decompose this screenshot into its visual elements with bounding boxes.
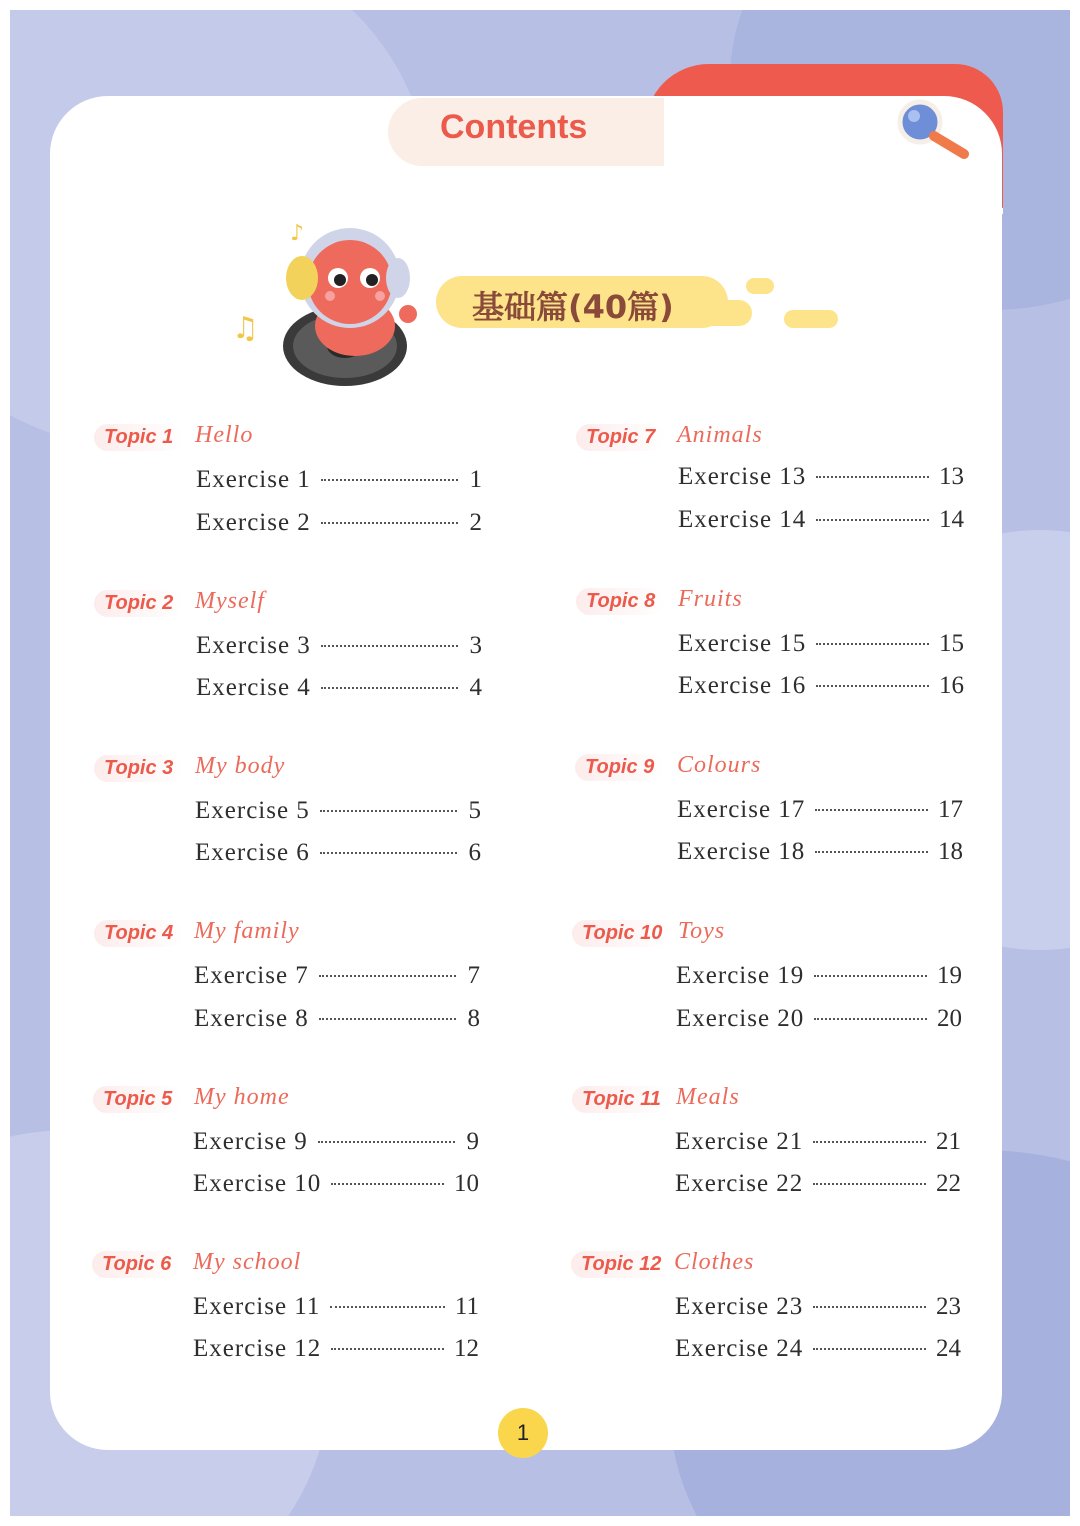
exercise-label: Exercise 7 <box>194 962 309 989</box>
topic-name: My body <box>195 753 286 779</box>
page-number: 23 <box>936 1293 961 1320</box>
topic-label: Topic 8 <box>576 588 665 615</box>
exercise-row[interactable] <box>195 797 481 829</box>
dot-leader <box>321 479 458 481</box>
exercise-row[interactable] <box>193 1335 479 1367</box>
page-number: 19 <box>937 962 962 989</box>
topic-name: Toys <box>678 918 726 944</box>
page-number: 6 <box>468 839 481 866</box>
contents-title: Contents <box>440 108 588 146</box>
page-number: 13 <box>939 463 964 490</box>
exercise-row[interactable] <box>677 796 963 828</box>
page-number: 2 <box>469 509 482 536</box>
topic-label: Topic 4 <box>94 920 183 947</box>
chinese-title: 目录 <box>726 101 882 171</box>
exercise-row[interactable] <box>193 1128 479 1160</box>
page-number: 12 <box>454 1335 479 1362</box>
topic-label: Topic 11 <box>572 1086 671 1113</box>
exercise-label: Exercise 20 <box>676 1005 805 1032</box>
topic-label: Topic 12 <box>571 1251 671 1278</box>
page-number: 14 <box>939 506 964 533</box>
dot-leader <box>813 1348 926 1350</box>
exercise-label: Exercise 5 <box>195 797 310 824</box>
topic-name: Clothes <box>674 1249 755 1275</box>
topic-name: My school <box>193 1249 302 1275</box>
topic-label: Topic 10 <box>572 920 672 947</box>
svg-text:♫: ♫ <box>232 311 259 346</box>
decorative-dash <box>700 300 752 326</box>
exercise-label: Exercise 13 <box>678 463 807 490</box>
dot-leader <box>321 522 458 524</box>
topic-label: Topic 7 <box>576 424 665 451</box>
page-number: 22 <box>936 1170 961 1197</box>
exercise-row[interactable] <box>675 1170 961 1202</box>
dot-leader <box>815 809 928 811</box>
exercise-row[interactable] <box>194 962 480 994</box>
exercise-label: Exercise 16 <box>678 672 807 699</box>
page-number: 3 <box>469 632 482 659</box>
exercise-label: Exercise 19 <box>676 962 805 989</box>
page-number: 17 <box>938 796 963 823</box>
topic-label: Topic 3 <box>94 755 183 782</box>
exercise-row[interactable] <box>678 506 964 538</box>
dot-leader <box>331 1183 444 1185</box>
topic-label: Topic 1 <box>94 424 183 451</box>
exercise-label: Exercise 24 <box>675 1335 804 1362</box>
exercise-row[interactable] <box>676 962 962 994</box>
exercise-label: Exercise 8 <box>194 1005 309 1032</box>
topic-name: My family <box>194 918 300 944</box>
dot-leader <box>813 1306 926 1308</box>
exercise-row[interactable] <box>675 1293 961 1325</box>
exercise-label: Exercise 17 <box>677 796 806 823</box>
exercise-row[interactable] <box>196 509 482 541</box>
dot-leader <box>321 645 458 647</box>
decorative-dash <box>784 310 838 328</box>
exercise-label: Exercise 15 <box>678 630 807 657</box>
exercise-row[interactable] <box>678 463 964 495</box>
dot-leader <box>816 519 929 521</box>
exercise-label: Exercise 14 <box>678 506 807 533</box>
svg-text:♪: ♪ <box>290 221 305 246</box>
page-number: 9 <box>466 1128 479 1155</box>
page-number-badge: 1 <box>498 1408 548 1458</box>
topic-label: Topic 6 <box>92 1251 181 1278</box>
topic-name: Animals <box>677 422 763 448</box>
page-number: 15 <box>939 630 964 657</box>
page-number: 20 <box>937 1005 962 1032</box>
decorative-dash <box>746 278 774 294</box>
dot-leader <box>330 1306 445 1308</box>
dot-leader <box>813 1183 926 1185</box>
dot-leader <box>320 810 457 812</box>
page-number: 1 <box>469 466 482 493</box>
dot-leader <box>319 1018 456 1020</box>
page-number: 10 <box>454 1170 479 1197</box>
topic-name: Meals <box>676 1084 740 1110</box>
dot-leader <box>814 975 927 977</box>
magnifier-icon <box>892 96 972 160</box>
exercise-label: Exercise 10 <box>193 1170 322 1197</box>
dot-leader <box>816 476 929 478</box>
topic-name: Fruits <box>678 586 743 612</box>
topic-name: Colours <box>677 752 762 778</box>
dot-leader <box>319 975 456 977</box>
exercise-label: Exercise 4 <box>196 674 311 701</box>
dot-leader <box>318 1141 455 1143</box>
exercise-label: Exercise 22 <box>675 1170 804 1197</box>
dot-leader <box>320 852 457 854</box>
page-number: 16 <box>939 672 964 699</box>
dot-leader <box>815 851 928 853</box>
exercise-label: Exercise 23 <box>675 1293 804 1320</box>
dot-leader <box>816 685 929 687</box>
exercise-row[interactable] <box>676 1005 962 1037</box>
exercise-row[interactable] <box>678 630 964 662</box>
exercise-row[interactable] <box>195 839 481 871</box>
page-number: 5 <box>468 797 481 824</box>
exercise-label: Exercise 1 <box>196 466 311 493</box>
topic-name: Myself <box>195 588 265 614</box>
page-number: 4 <box>469 674 482 701</box>
dot-leader <box>321 687 458 689</box>
exercise-row[interactable] <box>193 1293 479 1325</box>
page-number: 24 <box>936 1335 961 1362</box>
exercise-row[interactable] <box>677 838 963 870</box>
exercise-label: Exercise 6 <box>195 839 310 866</box>
exercise-label: Exercise 9 <box>193 1128 308 1155</box>
page-number: 18 <box>938 838 963 865</box>
page-number: 8 <box>467 1005 480 1032</box>
topic-name: My home <box>194 1084 290 1110</box>
exercise-row[interactable] <box>196 674 482 706</box>
exercise-row[interactable] <box>675 1335 961 1367</box>
exercise-label: Exercise 12 <box>193 1335 322 1362</box>
topic-name: Hello <box>195 422 254 448</box>
exercise-label: Exercise 18 <box>677 838 806 865</box>
page-number: 7 <box>467 962 480 989</box>
exercise-label: Exercise 2 <box>196 509 311 536</box>
exercise-row[interactable] <box>194 1005 480 1037</box>
dot-leader <box>816 643 929 645</box>
dot-leader <box>331 1348 444 1350</box>
exercise-row[interactable] <box>196 466 482 498</box>
exercise-row[interactable] <box>196 632 482 664</box>
topic-label: Topic 9 <box>575 754 664 781</box>
dot-leader <box>814 1018 927 1020</box>
exercise-label: Exercise 21 <box>675 1128 804 1155</box>
dot-leader <box>813 1141 926 1143</box>
exercise-row[interactable] <box>678 672 964 704</box>
exercise-label: Exercise 3 <box>196 632 311 659</box>
section-title: 基础篇(40篇) <box>472 288 674 326</box>
mascot-illustration <box>220 214 420 394</box>
exercise-row[interactable] <box>193 1170 479 1202</box>
page-number: 21 <box>936 1128 961 1155</box>
exercise-label: Exercise 11 <box>193 1293 321 1320</box>
topic-label: Topic 5 <box>93 1086 182 1113</box>
exercise-row[interactable] <box>675 1128 961 1160</box>
topic-label: Topic 2 <box>94 590 183 617</box>
page-number: 11 <box>454 1293 479 1320</box>
